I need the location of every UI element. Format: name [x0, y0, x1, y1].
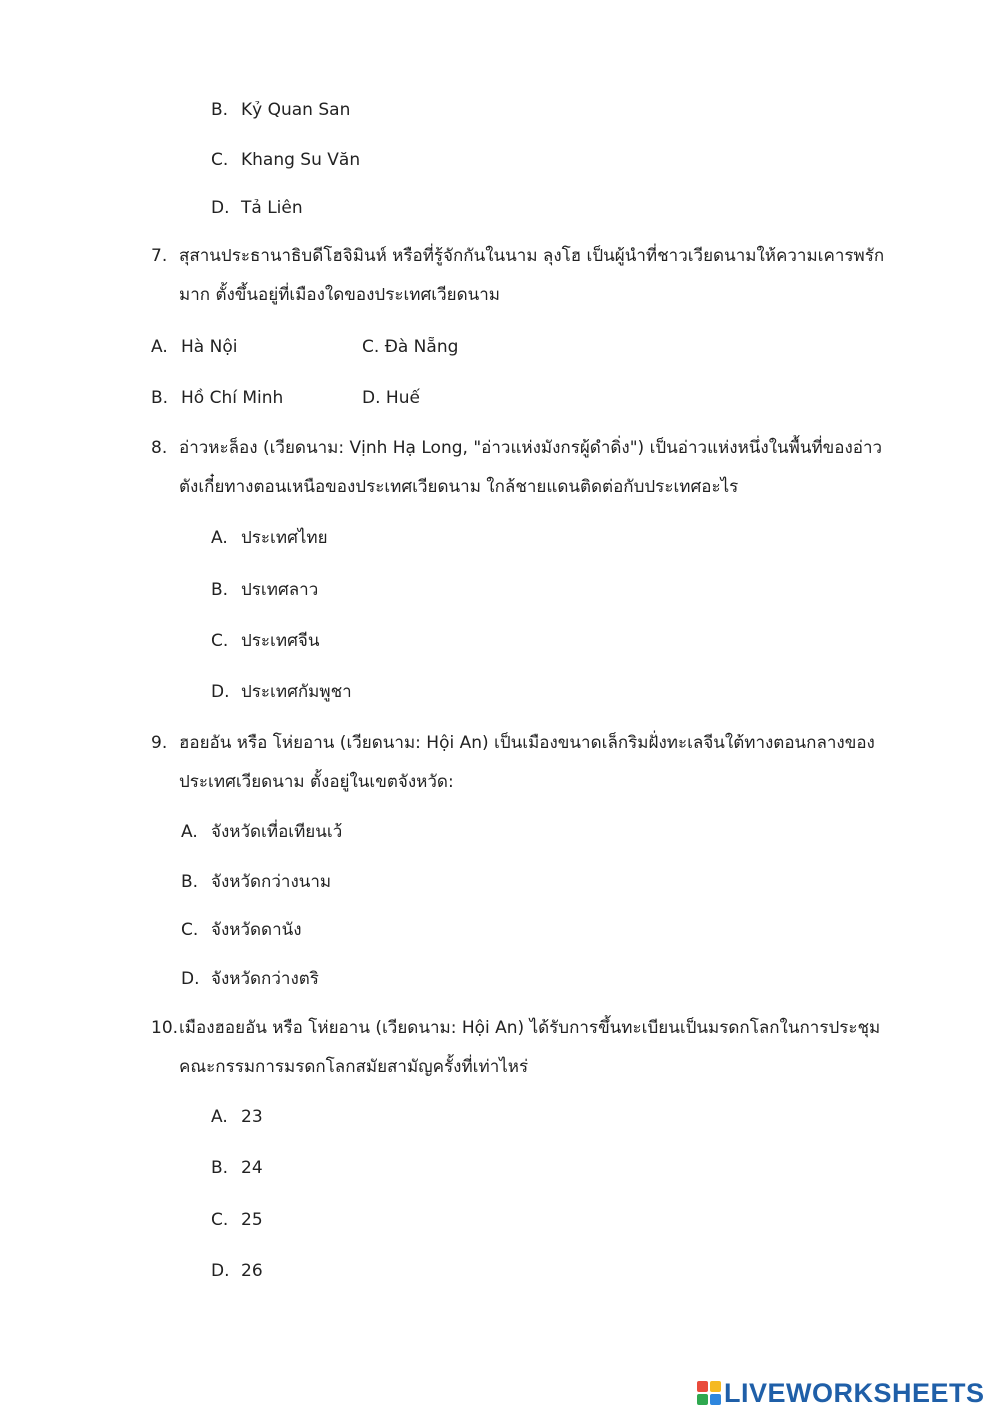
option-label: C. — [181, 920, 199, 940]
option-text: 23 — [241, 1107, 263, 1127]
option-label: A. — [211, 528, 228, 548]
logo-square-blue — [710, 1394, 721, 1405]
option-label: C. — [211, 150, 229, 170]
q6-option-d — [211, 197, 303, 219]
question-9-line2: ประเทศเวียดนาม ตั้งอยู่ในเขตจังหวัด: — [179, 772, 454, 792]
option-label: B. — [211, 1158, 229, 1178]
option-text: 24 — [241, 1158, 263, 1178]
q7-option-d — [362, 387, 420, 409]
question-text-line1: ฮอยอัน หรือ โห่ยอาน (เวียดนาม: Hội An) เป็นเมืองขนาดเล็กริมฝั่งทะเลจีนใต้ทางตอนกลางของ — [179, 733, 875, 753]
q10-option-b — [211, 1157, 263, 1179]
option-label: A. — [211, 1107, 228, 1127]
option-text: Hà Nội — [181, 337, 238, 357]
q8-option-a — [211, 527, 328, 549]
option-text: Hồ Chí Minh — [181, 388, 284, 408]
logo-square-red — [697, 1381, 708, 1392]
q9-option-a — [181, 821, 342, 843]
option-text: จังหวัดเที่อเทียนเว้ — [211, 822, 343, 842]
question-number: 10. — [151, 1018, 179, 1038]
option-text: Đà Nẵng — [384, 337, 459, 357]
option-label: C. — [362, 337, 380, 357]
option-label: C. — [211, 631, 229, 651]
question-text-line1: เมืองฮอยอัน หรือ โห่ยอาน (เวียดนาม: Hội An) ได้รับการขึ้นทะเบียนเป็นมรดกโลกในการประชุม — [179, 1018, 881, 1038]
logo-text: LIVEWORKSHEETS — [724, 1377, 985, 1408]
option-text: 26 — [241, 1261, 263, 1281]
option-label: B. — [211, 580, 229, 600]
question-8 — [151, 437, 882, 459]
q10-option-a — [211, 1106, 263, 1128]
option-label: A. — [181, 822, 198, 842]
question-9 — [151, 732, 875, 754]
question-10-line2: คณะกรรมการมรดกโลกสมัยสามัญครั้งที่เท่าไหร่ — [179, 1057, 529, 1077]
question-number: 8. — [151, 438, 168, 458]
option-label: D. — [362, 388, 381, 408]
question-number: 9. — [151, 733, 168, 753]
question-7 — [151, 245, 884, 267]
q7-option-a — [151, 336, 237, 358]
option-text: Khang Su Văn — [241, 150, 361, 170]
option-label: D. — [211, 198, 230, 218]
option-label: C. — [211, 1210, 229, 1230]
question-7-line2: มาก ตั้งขึ้นอยู่ที่เมืองใดของประเทศเวียดนาม — [179, 285, 500, 305]
question-number: 7. — [151, 246, 168, 266]
q7-option-c — [362, 336, 458, 358]
q9-option-c — [181, 919, 302, 941]
q10-option-c — [211, 1209, 263, 1231]
option-text: ประเทศไทย — [241, 528, 328, 548]
logo-mark-icon — [697, 1381, 721, 1405]
option-label: D. — [211, 1261, 230, 1281]
q8-option-b — [211, 579, 318, 601]
q10-option-d — [211, 1260, 263, 1282]
question-8-line2: ตังเกี๋ยทางตอนเหนือของประเทศเวียดนาม ใกล้ชายแดนติดต่อกับประเทศอะไร — [179, 477, 739, 497]
option-label: B. — [211, 100, 229, 120]
logo-square-green — [697, 1394, 708, 1405]
option-text: จังหวัดกว่างตริ — [211, 969, 319, 989]
option-label: B. — [181, 872, 199, 892]
option-text: ปรเทศลาว — [241, 580, 319, 600]
q6-option-b — [211, 99, 350, 121]
question-text-line1: สุสานประธานาธิบดีโฮจิมินห์ หรือที่รู้จักกันในนาม ลุงโฮ เป็นผู้นำที่ชาวเวียดนามให้ความเคารพรัก — [179, 246, 885, 266]
q6-option-c — [211, 149, 360, 171]
option-text: Tả Liên — [241, 198, 303, 218]
option-text: จังหวัดกว่างนาม — [211, 872, 332, 892]
question-10 — [151, 1017, 880, 1039]
option-label: D. — [211, 682, 230, 702]
option-text: ประเทศกัมพูชา — [241, 682, 352, 702]
liveworksheets-logo[interactable] — [697, 1378, 985, 1408]
q9-option-b — [181, 871, 331, 893]
question-text-line1: อ่าวหะล็อง (เวียดนาม: Vịnh Hạ Long, "อ่าวแห่งมังกรผู้ดำดิ่ง") เป็นอ่าวแห่งหนึ่งในพื้นที่ของอ่าว — [179, 438, 883, 458]
q7-option-b — [151, 387, 283, 409]
q9-option-d — [181, 968, 319, 990]
option-label: A. — [151, 337, 168, 357]
option-text: Huế — [385, 388, 420, 408]
option-text: ประเทศจีน — [241, 631, 320, 651]
logo-square-yellow — [710, 1381, 721, 1392]
option-label: D. — [181, 969, 200, 989]
option-text: 25 — [241, 1210, 263, 1230]
q8-option-c — [211, 630, 319, 652]
q8-option-d — [211, 681, 352, 703]
option-text: Kỷ Quan San — [241, 100, 351, 120]
option-text: จังหวัดดานัง — [211, 920, 302, 940]
option-label: B. — [151, 388, 169, 408]
